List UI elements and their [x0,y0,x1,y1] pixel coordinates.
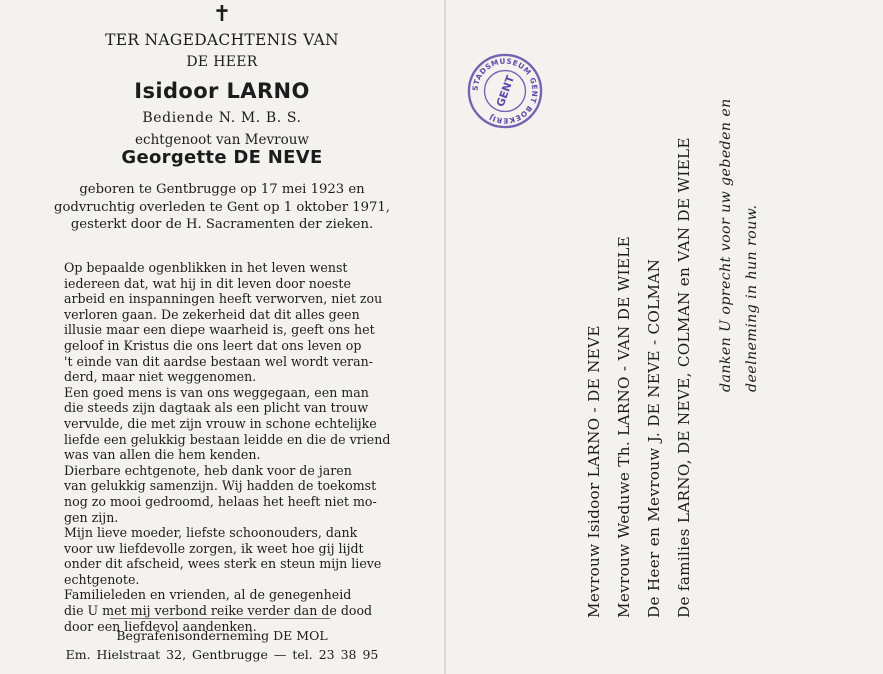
family-line: De families LARNO, DE NEVE, COLMAN en VAN DE WIELE [675,137,693,618]
text-line: vervulde, die met zijn vrouw in schone echtelijke [64,415,377,431]
text-line: gen zijn. [64,509,119,525]
stamp-text: STADSMUSEUM GENT BOEKERIJ [470,56,540,126]
text-line: nog zo mooi gedroomd, helaas het heeft niet mo- [64,493,377,509]
life-line: godvruchtig overleden te Gent op 1 oktober 1971, [54,199,390,215]
deceased-name: Isidoor LARNO [134,79,310,103]
text-line: Mijn lieve moeder, liefste schoonouders, dank [64,525,358,541]
text-line: illusie maar een diepe waarheid is, geeft ons het [64,322,375,338]
life-dates [0,181,444,234]
text-line: Een goed mens is van ons weggegaan, een man [64,384,369,400]
text-line: door een liefdevol aandenken. [64,618,257,634]
text-line: was van allen die hem kenden. [64,447,261,463]
text-line: voor uw liefdevolle zorgen, ik weet hoe gij lijdt [64,540,364,556]
text-line: onder dit afscheid, wees sterk en steun mijn lieve [64,556,382,572]
thanks-line: danken U oprecht voor uw gebeden en [718,98,734,392]
family-line: Mevrouw Weduwe Th. LARNO - VAN DE WIELE [615,235,633,618]
text-line: derd, maar niet weggenomen. [64,369,257,385]
cross-icon: ✝ [212,2,232,27]
svg-text:GENT: GENT [493,73,518,109]
text-line: Dierbare echtgenote, heb dank voor de jaren [64,462,352,478]
text-line: 't einde van dit aardse bestaan wel wordt veran- [64,353,373,369]
text-line: van gelukkig samenzijn. Wij hadden de toekomst [64,478,377,494]
text-line: Op bepaalde ogenblikken in het leven wenst [64,260,348,275]
text-line: geloof in Kristus die ons leert dat ons leven op [64,337,362,353]
text-line: die steeds zijn dagtaak als een plicht van trouw [64,400,369,416]
text-line: iedereen dat, wat hij in dit leven door noeste [64,275,351,291]
heading: TER NAGEDACHTENIS VAN [105,31,339,49]
memorial-text [64,260,404,634]
text-line: verloren gaan. De zekerheid dat dit alles geen [64,306,360,322]
funeral-home: Begrafenisonderneming DE MOL [116,628,328,643]
thanks-line: deelneming in hun rouw. [744,204,760,392]
text-line: Familieleden en vrienden, al de genegenheid [64,587,352,603]
text-line: liefde een gelukkig bestaan leidde en die de vriend [64,431,391,447]
life-line: geboren te Gentbrugge op 17 mei 1923 en [79,182,365,197]
spouse-intro: echtgenoot van Mevrouw [135,132,309,148]
occupation: Bediende N. M. B. S. [142,110,302,126]
family-line: De Heer en Mevrouw J. DE NEVE - COLMAN [645,258,663,618]
family-line: Mevrouw Isidoor LARNO - DE NEVE [585,325,603,618]
text-line: echtgenote. [64,571,140,587]
text-line: die U met mij verbond reike verder dan de dood [64,603,373,619]
spouse-name: Georgette DE NEVE [121,147,323,168]
divider [110,618,330,619]
funeral-address: Em. Hielstraat 32, Gentbrugge — tel. 23 38 95 [65,647,379,662]
title-de-heer: DE HEER [186,54,258,70]
library-stamp [466,52,544,130]
life-line: gesterkt door de H. Sacramenten der zieken. [70,217,374,232]
text-line: arbeid en inspanningen heeft verworven, niet zou [64,291,383,307]
